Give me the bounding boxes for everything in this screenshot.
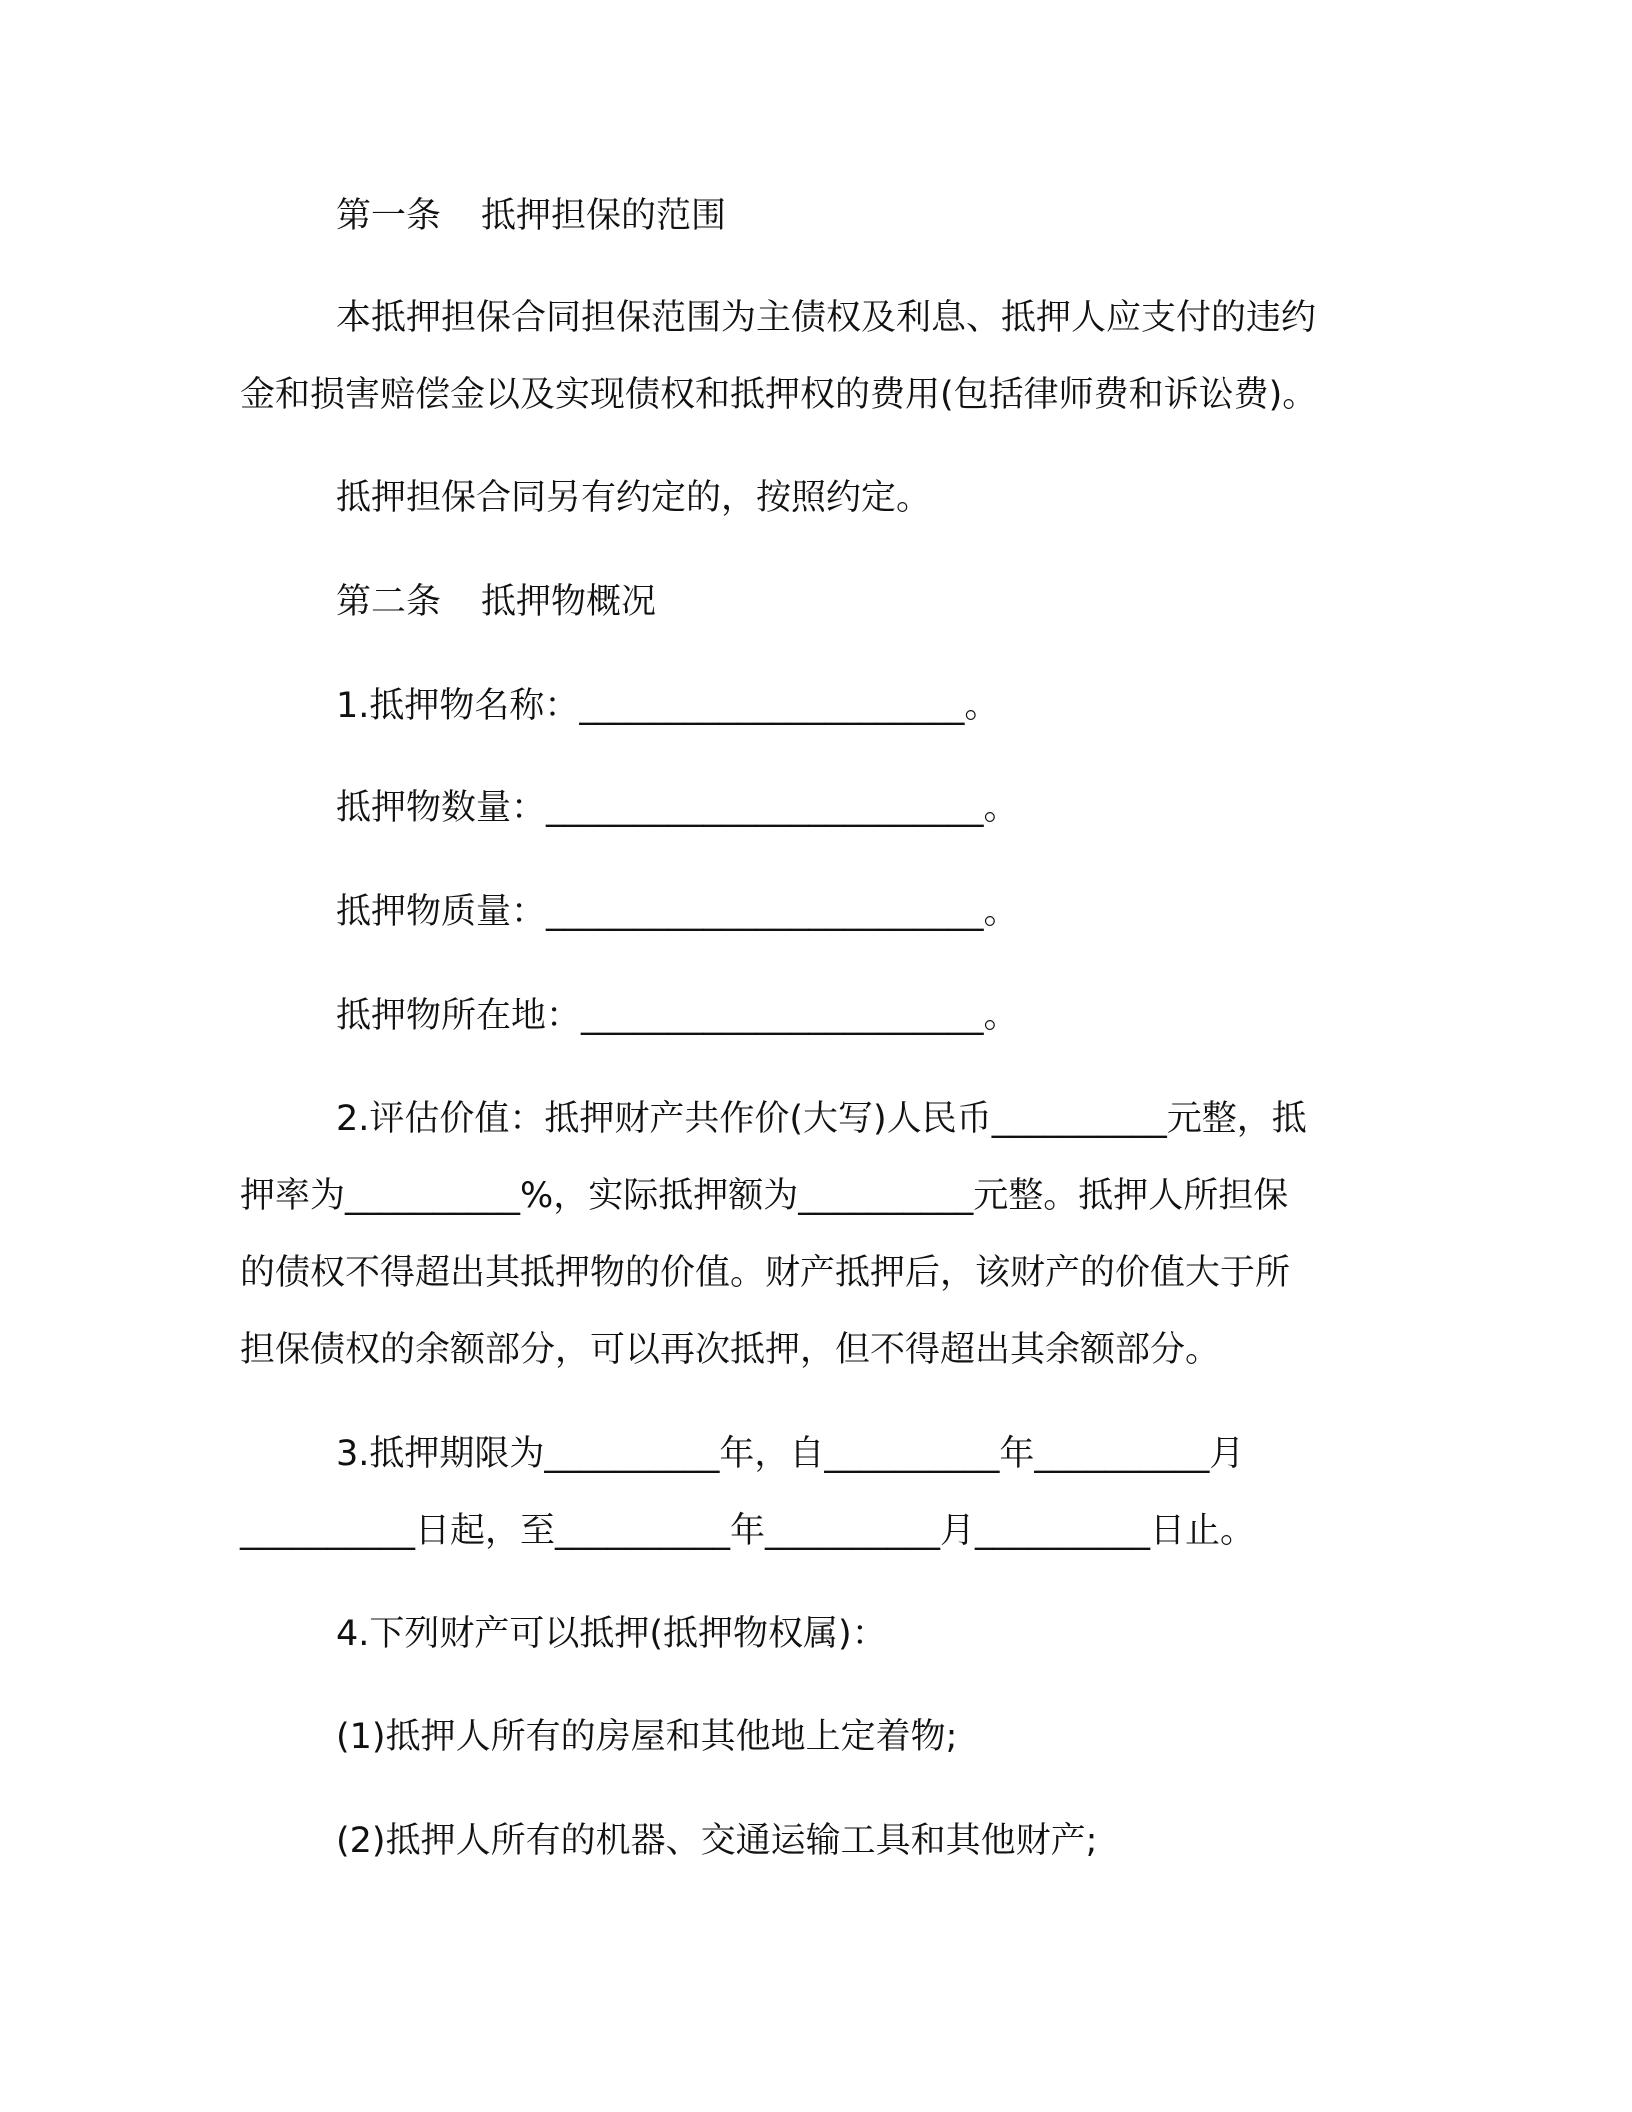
item-2-line-3: 的债权不得超出其抵押物的价值。财产抵押后，该财产的价值大于所 (240, 1253, 1291, 1293)
article-2-title: 抵押物概况 (481, 582, 657, 622)
item-4-sub-2: (2)抵押人所有的机器、交通运输工具和其他财产; (336, 1821, 1098, 1861)
item-2-line-4: 担保债权的余额部分，可以再次抵押，但不得超出其余额部分。 (240, 1330, 1221, 1370)
item-4-heading: 4.下列财产可以抵押(抵押物权属)： (336, 1614, 887, 1654)
item-2-line-2: 押率为__________%，实际抵押额为__________元整。抵押人所担保 (240, 1176, 1289, 1216)
item-4-sub-1: (1)抵押人所有的房屋和其他地上定着物; (336, 1717, 958, 1757)
article-1-heading (240, 178, 1400, 255)
article-1-title: 抵押担保的范围 (481, 196, 727, 236)
article-1-paragraph-2: 抵押担保合同另有约定的，按照约定。 (336, 478, 932, 518)
article-2-heading (240, 564, 1400, 641)
item-1-collateral-name: 1.抵押物名称：______________________。 (336, 686, 1000, 726)
item-1-collateral-quality: 抵押物质量：_________________________。 (336, 892, 1019, 932)
item-1-collateral-location: 抵押物所在地：_______________________。 (336, 996, 1019, 1036)
article-1-paragraph-1-line-2: 金和损害赔偿金以及实现债权和抵押权的费用(包括律师费和诉讼费)。 (240, 375, 1318, 415)
item-3-line-2: __________日起，至__________年__________月__________日止。 (240, 1511, 1256, 1551)
article-1-number: 第一条 (336, 196, 442, 236)
item-2-line-1: 2.评估价值：抵押财产共作价(大写)人民币__________元整，抵 (336, 1099, 1307, 1139)
item-1-collateral-quantity: 抵押物数量：_________________________。 (336, 788, 1019, 828)
article-1-paragraph-1-line-1: 本抵押担保合同担保范围为主债权及利息、抵押人应支付的违约 (336, 298, 1317, 338)
item-3-line-1: 3.抵押期限为__________年，自__________年__________月 (336, 1434, 1245, 1474)
article-2-number: 第二条 (336, 582, 442, 622)
